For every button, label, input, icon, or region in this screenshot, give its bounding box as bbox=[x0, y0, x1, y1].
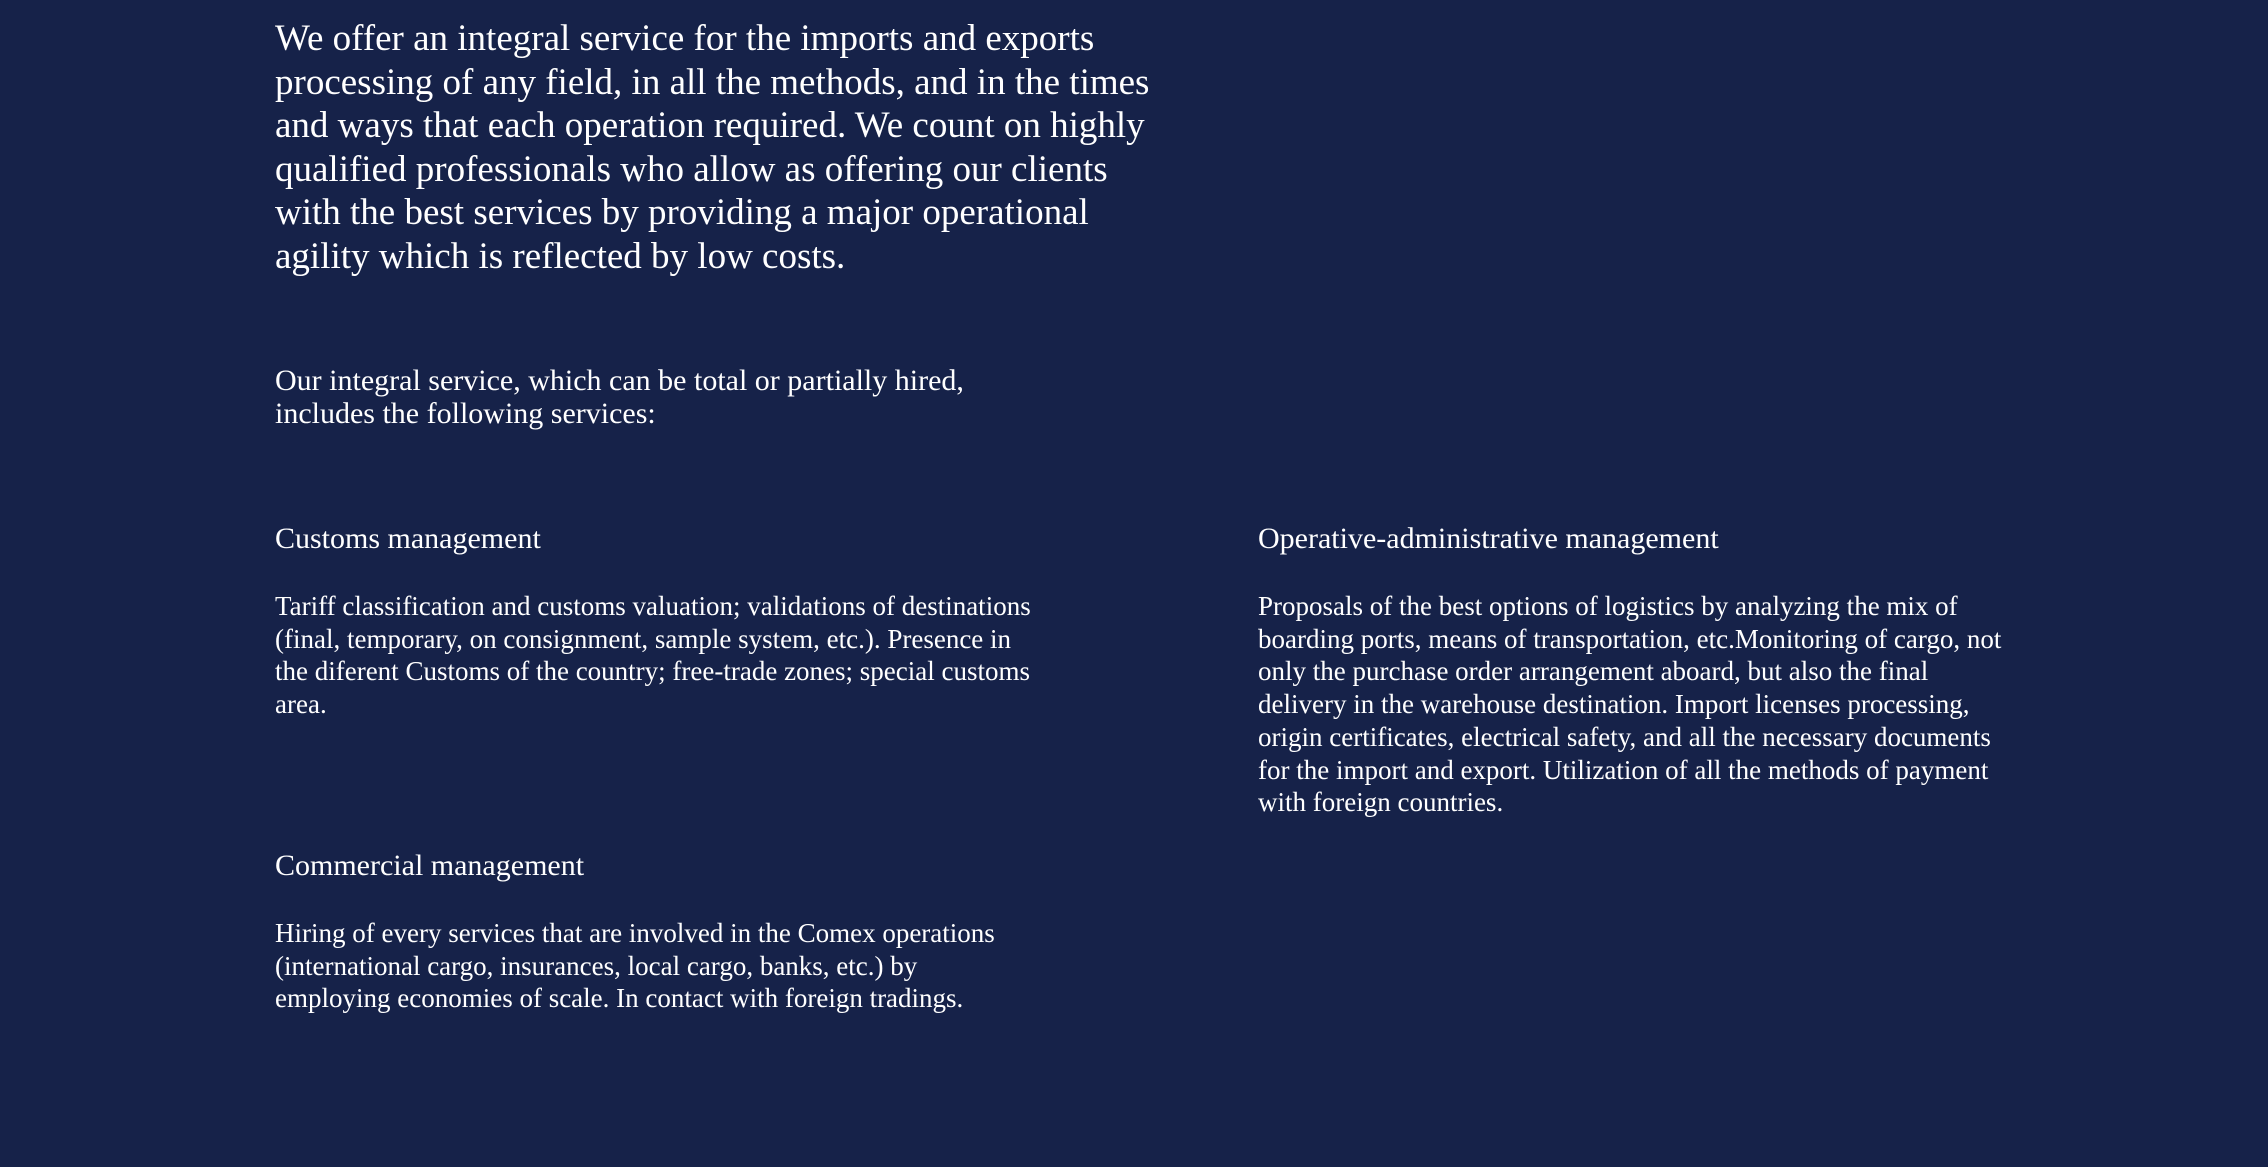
service-title: Operative-administrative management bbox=[1258, 522, 1719, 555]
service-title: Customs management bbox=[275, 522, 541, 555]
service-description: Proposals of the best options of logistics by analyzing the mix of boarding ports, means of transportation, etc.Monitoring of cargo, not only the purchase order arrangement aboard, but also the final delivery in the warehouse destination. Import licenses processing, origin certificates, electrical safety, and all the necessary documents for the import and export. Utilization of all the methods of payment with foreign countries. bbox=[1258, 591, 2002, 818]
service-description: Tariff classification and customs valuation; validations of destinations (final, temporary, on consignment, sample system, etc.). Presence in the diferent Customs of the country; free-trade zones; special customs area. bbox=[275, 591, 1031, 720]
service-description: Hiring of every services that are involved in the Comex operations (international cargo, insurances, local cargo, banks, etc.) by employing economies of scale. In contact with foreign tradings. bbox=[275, 918, 995, 1014]
service-commercial-management bbox=[275, 849, 1035, 1015]
service-title: Commercial management bbox=[275, 849, 585, 882]
services-intro: Our integral service, which can be total or partially hired, includes the following services: bbox=[275, 364, 964, 430]
service-operative-administrative-management bbox=[1258, 522, 2018, 819]
service-customs-management bbox=[275, 522, 1035, 721]
intro-lead: We offer an integral service for the imports and exports processing of any field, in all the methods, and in the times and ways that each operation required. We count on highly qualified professionals who allow as offering our clients with the best services by providing a major operational agility which is reflected by low costs. bbox=[275, 18, 1150, 277]
